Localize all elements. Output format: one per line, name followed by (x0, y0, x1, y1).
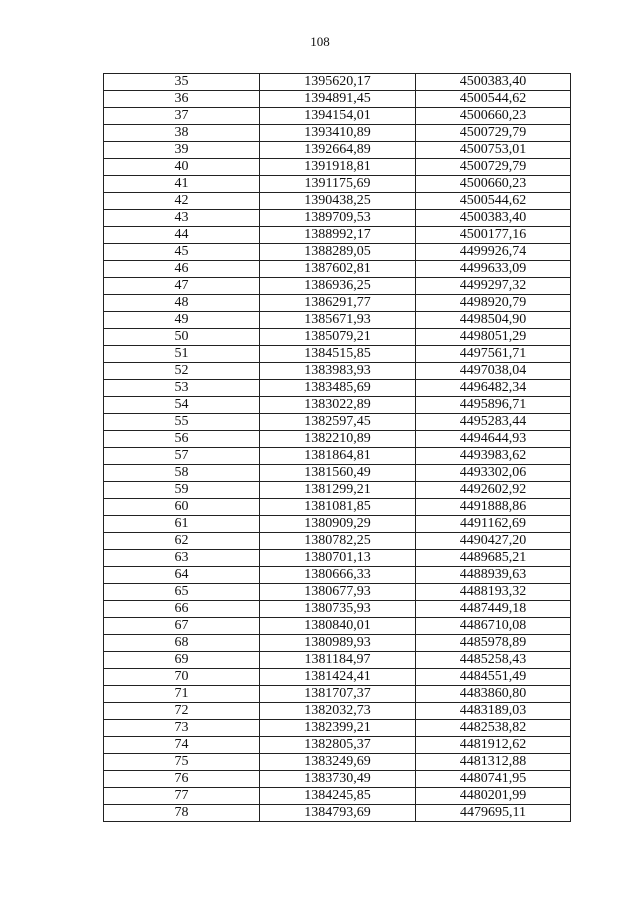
x-coordinate-cell: 1394891,45 (260, 91, 416, 108)
y-coordinate-cell: 4499297,32 (416, 278, 571, 295)
x-coordinate-cell: 1382399,21 (260, 720, 416, 737)
y-coordinate-cell: 4500383,40 (416, 210, 571, 227)
x-coordinate-cell: 1383983,93 (260, 363, 416, 380)
table-row (104, 601, 571, 618)
y-coordinate-cell: 4491888,86 (416, 499, 571, 516)
point-number-cell: 48 (104, 295, 260, 312)
x-coordinate-cell: 1384515,85 (260, 346, 416, 363)
table-row (104, 278, 571, 295)
x-coordinate-cell: 1383730,49 (260, 771, 416, 788)
page-number: 108 (310, 34, 330, 49)
x-coordinate-cell: 1390438,25 (260, 193, 416, 210)
table-row (104, 669, 571, 686)
x-coordinate-cell: 1383249,69 (260, 754, 416, 771)
point-number-cell: 67 (104, 618, 260, 635)
y-coordinate-cell: 4488193,32 (416, 584, 571, 601)
table-row (104, 788, 571, 805)
table-row (104, 482, 571, 499)
point-number-cell: 46 (104, 261, 260, 278)
x-coordinate-cell: 1380666,33 (260, 567, 416, 584)
table-row (104, 125, 571, 142)
point-number-cell: 55 (104, 414, 260, 431)
x-coordinate-cell: 1393410,89 (260, 125, 416, 142)
point-number-cell: 75 (104, 754, 260, 771)
x-coordinate-cell: 1384245,85 (260, 788, 416, 805)
y-coordinate-cell: 4492602,92 (416, 482, 571, 499)
x-coordinate-cell: 1386291,77 (260, 295, 416, 312)
x-coordinate-cell: 1380677,93 (260, 584, 416, 601)
point-number-cell: 70 (104, 669, 260, 686)
y-coordinate-cell: 4499633,09 (416, 261, 571, 278)
point-number-cell: 78 (104, 805, 260, 822)
y-coordinate-cell: 4481312,88 (416, 754, 571, 771)
table-row (104, 754, 571, 771)
point-number-cell: 45 (104, 244, 260, 261)
y-coordinate-cell: 4500753,01 (416, 142, 571, 159)
table-row (104, 159, 571, 176)
x-coordinate-cell: 1391175,69 (260, 176, 416, 193)
table-row (104, 703, 571, 720)
table-row (104, 380, 571, 397)
y-coordinate-cell: 4495283,44 (416, 414, 571, 431)
point-number-cell: 66 (104, 601, 260, 618)
y-coordinate-cell: 4493983,62 (416, 448, 571, 465)
x-coordinate-cell: 1388992,17 (260, 227, 416, 244)
table-row (104, 550, 571, 567)
y-coordinate-cell: 4500544,62 (416, 91, 571, 108)
y-coordinate-cell: 4480741,95 (416, 771, 571, 788)
x-coordinate-cell: 1380840,01 (260, 618, 416, 635)
table-row (104, 805, 571, 822)
x-coordinate-cell: 1380782,25 (260, 533, 416, 550)
point-number-cell: 39 (104, 142, 260, 159)
y-coordinate-cell: 4498920,79 (416, 295, 571, 312)
x-coordinate-cell: 1382210,89 (260, 431, 416, 448)
x-coordinate-cell: 1383022,89 (260, 397, 416, 414)
x-coordinate-cell: 1380735,93 (260, 601, 416, 618)
y-coordinate-cell: 4497038,04 (416, 363, 571, 380)
point-number-cell: 40 (104, 159, 260, 176)
x-coordinate-cell: 1391918,81 (260, 159, 416, 176)
x-coordinate-cell: 1394154,01 (260, 108, 416, 125)
point-number-cell: 38 (104, 125, 260, 142)
table-row (104, 74, 571, 91)
point-number-cell: 58 (104, 465, 260, 482)
point-number-cell: 74 (104, 737, 260, 754)
point-number-cell: 68 (104, 635, 260, 652)
point-number-cell: 51 (104, 346, 260, 363)
table-row (104, 210, 571, 227)
y-coordinate-cell: 4493302,06 (416, 465, 571, 482)
point-number-cell: 36 (104, 91, 260, 108)
table-row (104, 516, 571, 533)
table-row (104, 329, 571, 346)
x-coordinate-cell: 1384793,69 (260, 805, 416, 822)
table-row (104, 499, 571, 516)
point-number-cell: 60 (104, 499, 260, 516)
table-row (104, 618, 571, 635)
x-coordinate-cell: 1382032,73 (260, 703, 416, 720)
point-number-cell: 76 (104, 771, 260, 788)
x-coordinate-cell: 1387602,81 (260, 261, 416, 278)
x-coordinate-cell: 1380701,13 (260, 550, 416, 567)
x-coordinate-cell: 1383485,69 (260, 380, 416, 397)
table-row (104, 261, 571, 278)
table-row (104, 193, 571, 210)
x-coordinate-cell: 1395620,17 (260, 74, 416, 91)
table-row (104, 533, 571, 550)
point-number-cell: 56 (104, 431, 260, 448)
table-row (104, 686, 571, 703)
y-coordinate-cell: 4483189,03 (416, 703, 571, 720)
point-number-cell: 50 (104, 329, 260, 346)
y-coordinate-cell: 4485258,43 (416, 652, 571, 669)
y-coordinate-cell: 4484551,49 (416, 669, 571, 686)
table-row (104, 108, 571, 125)
x-coordinate-cell: 1381864,81 (260, 448, 416, 465)
point-number-cell: 59 (104, 482, 260, 499)
y-coordinate-cell: 4487449,18 (416, 601, 571, 618)
table-row (104, 567, 571, 584)
point-number-cell: 52 (104, 363, 260, 380)
table-row (104, 227, 571, 244)
table-row (104, 91, 571, 108)
point-number-cell: 61 (104, 516, 260, 533)
table-row (104, 244, 571, 261)
y-coordinate-cell: 4482538,82 (416, 720, 571, 737)
point-number-cell: 71 (104, 686, 260, 703)
y-coordinate-cell: 4500544,62 (416, 193, 571, 210)
point-number-cell: 49 (104, 312, 260, 329)
x-coordinate-cell: 1382597,45 (260, 414, 416, 431)
x-coordinate-cell: 1381424,41 (260, 669, 416, 686)
y-coordinate-cell: 4500177,16 (416, 227, 571, 244)
point-number-cell: 57 (104, 448, 260, 465)
x-coordinate-cell: 1381081,85 (260, 499, 416, 516)
coordinates-table-body (104, 74, 571, 822)
y-coordinate-cell: 4500660,23 (416, 176, 571, 193)
table-row (104, 431, 571, 448)
table-row (104, 465, 571, 482)
table-row (104, 312, 571, 329)
table-row (104, 397, 571, 414)
table-row (104, 176, 571, 193)
point-number-cell: 69 (104, 652, 260, 669)
y-coordinate-cell: 4479695,11 (416, 805, 571, 822)
point-number-cell: 77 (104, 788, 260, 805)
y-coordinate-cell: 4491162,69 (416, 516, 571, 533)
y-coordinate-cell: 4500729,79 (416, 159, 571, 176)
x-coordinate-cell: 1381184,97 (260, 652, 416, 669)
y-coordinate-cell: 4500660,23 (416, 108, 571, 125)
table-row (104, 448, 571, 465)
table-row (104, 652, 571, 669)
table-row (104, 142, 571, 159)
x-coordinate-cell: 1386936,25 (260, 278, 416, 295)
x-coordinate-cell: 1389709,53 (260, 210, 416, 227)
point-number-cell: 44 (104, 227, 260, 244)
y-coordinate-cell: 4497561,71 (416, 346, 571, 363)
point-number-cell: 54 (104, 397, 260, 414)
table-row (104, 363, 571, 380)
y-coordinate-cell: 4495896,71 (416, 397, 571, 414)
y-coordinate-cell: 4498504,90 (416, 312, 571, 329)
point-number-cell: 35 (104, 74, 260, 91)
y-coordinate-cell: 4483860,80 (416, 686, 571, 703)
point-number-cell: 62 (104, 533, 260, 550)
point-number-cell: 43 (104, 210, 260, 227)
table-row (104, 635, 571, 652)
y-coordinate-cell: 4498051,29 (416, 329, 571, 346)
x-coordinate-cell: 1392664,89 (260, 142, 416, 159)
y-coordinate-cell: 4489685,21 (416, 550, 571, 567)
table-row (104, 720, 571, 737)
y-coordinate-cell: 4485978,89 (416, 635, 571, 652)
y-coordinate-cell: 4499926,74 (416, 244, 571, 261)
table-row (104, 737, 571, 754)
y-coordinate-cell: 4500383,40 (416, 74, 571, 91)
table-row (104, 771, 571, 788)
point-number-cell: 41 (104, 176, 260, 193)
point-number-cell: 72 (104, 703, 260, 720)
x-coordinate-cell: 1382805,37 (260, 737, 416, 754)
point-number-cell: 37 (104, 108, 260, 125)
y-coordinate-cell: 4488939,63 (416, 567, 571, 584)
y-coordinate-cell: 4480201,99 (416, 788, 571, 805)
table-row (104, 584, 571, 601)
point-number-cell: 64 (104, 567, 260, 584)
point-number-cell: 53 (104, 380, 260, 397)
x-coordinate-cell: 1381707,37 (260, 686, 416, 703)
y-coordinate-cell: 4490427,20 (416, 533, 571, 550)
y-coordinate-cell: 4494644,93 (416, 431, 571, 448)
y-coordinate-cell: 4500729,79 (416, 125, 571, 142)
point-number-cell: 65 (104, 584, 260, 601)
point-number-cell: 47 (104, 278, 260, 295)
y-coordinate-cell: 4481912,62 (416, 737, 571, 754)
x-coordinate-cell: 1381299,21 (260, 482, 416, 499)
table-row (104, 295, 571, 312)
x-coordinate-cell: 1385079,21 (260, 329, 416, 346)
y-coordinate-cell: 4496482,34 (416, 380, 571, 397)
point-number-cell: 63 (104, 550, 260, 567)
x-coordinate-cell: 1381560,49 (260, 465, 416, 482)
x-coordinate-cell: 1380989,93 (260, 635, 416, 652)
point-number-cell: 73 (104, 720, 260, 737)
table-row (104, 346, 571, 363)
x-coordinate-cell: 1385671,93 (260, 312, 416, 329)
table-row (104, 414, 571, 431)
coordinates-table (103, 73, 571, 822)
point-number-cell: 42 (104, 193, 260, 210)
y-coordinate-cell: 4486710,08 (416, 618, 571, 635)
x-coordinate-cell: 1380909,29 (260, 516, 416, 533)
x-coordinate-cell: 1388289,05 (260, 244, 416, 261)
